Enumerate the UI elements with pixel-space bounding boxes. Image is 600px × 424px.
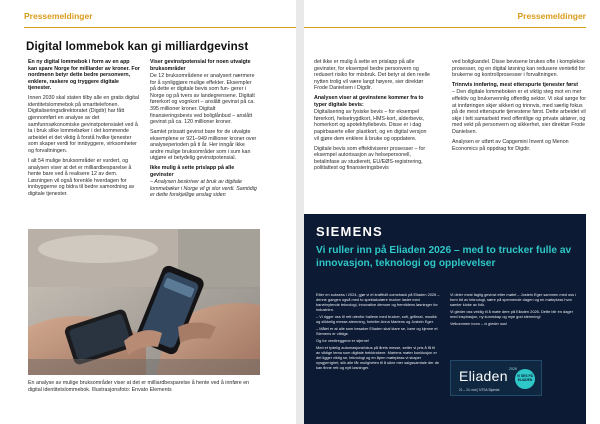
ad-paragraph: – Målet er at alle som besøker Eliaden skal klare se, høre og kjenne et Siemens er viktige.: [316, 325, 438, 336]
siemens-advertisement: [304, 214, 586, 424]
article-paragraph: det ikke er mulig å sette en prislapp på alle gevinster, for eksempel bedre personvern og redusert risiko for misbruk. Det betyr at den reelle nytten trolig vil være langt høyere, sier direktør Frode Danielsen i Digdir.: [314, 59, 430, 92]
section-label: Pressemeldinger: [517, 11, 586, 21]
article-paragraph: Digitale bevis som effektiviserer prosesser – for eksempel autorisasjon av helsepersonell, betalinfase av studierett, EU/EØS-registrering, politiattest og finansieringsbevis: [314, 145, 426, 172]
article-lead: En ny digital lommebok i form av en app kan spare Norge for milliarder av kroner. For nordmenn betyr dette bedre personvern, enklere, raskere og tryggere digitale tjenester.: [28, 59, 140, 92]
article-paragraph: – Den digitale lommeboken er et viktig steg mot en mer effektiv og brukervennlig offentlig sektor. Vi skal sørge for at innføringen skjer sikkert og trinnvis, med særlig fokus på de mest etterspurte tjenestene først. Dette arbeidet vil skje i tett samarbeid med offentlige og private aktører, og med vekt på personvern og sikkerhet, sier direktør Frode Danielsen.: [452, 89, 586, 136]
article-column-1: [28, 59, 140, 201]
article-paragraph: Digitalisering av fysiske bevis – for eksempel førerkort, helsetrygdkort, HMS-kort, alderbevis, homerkort og apotekhyllebevis. Disse er i dag papirbaserte eller plastkort, og en digital versjon vil gjøre dem enklere å bruke og oppdatere.: [314, 109, 427, 142]
eliaden-badge: [450, 360, 542, 396]
ad-paragraph: Velkommen inom – vi gleder oss!: [450, 320, 508, 326]
subheading: Analysen viser at gevinstene kommer fra to typer digitale bevis:: [314, 95, 424, 108]
ad-paragraph: Vi deler mest faglig gevinst etter møtet – Jostein Eger sammen med oss i form tid av teknologi, sære på spennende dagen og en møteplass hvor samler kloke av folk.: [450, 292, 576, 307]
section-divider: [304, 27, 586, 28]
eliaden-date: 21 – 24. mai | NTSA Stjørdal: [459, 388, 500, 392]
article-column-4: [452, 59, 586, 155]
ad-column-left: [316, 293, 440, 373]
phone-hands-illustration: [28, 229, 260, 375]
article-paragraph: De 12 bruksområdene er analysert nærmere for å synliggjøre mulige effekter. Eksempler på dette er digitale bevis som fun- gerer i Norge og på tvers av landegrensene. Digitalt førerkort og vognkort – anslått gevinst på ca. 395 millioner kroner. Digitalt finansieringsbevis ved boliglånbud – anslått gevinst på ca. 120 millioner kroner.: [150, 72, 255, 126]
article-headline: Digital lommebok kan gi milliardgevinst: [26, 40, 249, 53]
article-paragraph: Innen 2030 skal staten tilby alle en gratis digital identitetslommebok på smarttelefonen. Digitaliseringsdirektoratet (Digdir) har fått gjennomført en analyse av det samfunnsøkonomiske gevinstpotensialet ved å ta i bruk slike lommebøker i det kommende arbeidet et det viktig å forstå hvilke tjenester som skaper verdi for innbyggere, virksomheter og forvaltningen.: [28, 95, 140, 155]
ad-paragraph: Etter en suksess i 2024, gjør vi et kraftfullt comeback på Eliaden 2026 – denne gangen også med to spektakulære trucker lastet med banebrytende teknologi, innovative demoer og fremtidens løsninger for industrien.: [316, 292, 440, 312]
eliaden-cta-text: VI SES PÅ ELIADEN: [516, 374, 534, 382]
section-label: Pressemeldinger: [24, 11, 93, 21]
article-column-2: [150, 59, 258, 202]
photo-caption: [28, 380, 260, 393]
article-paragraph: ved boligkandel. Disse bevisene brukes ofte i komplekse prosesser, og en digital løsning kan redusere ventetid for brukerne og kontrollprosesser i forvaltningen.: [452, 59, 586, 79]
article-paragraph: Analysen er utført av Capgemini Invent og Menon Economics på oppdrag for Digdir.: [452, 138, 569, 152]
article-column-3: [314, 59, 432, 175]
eliaden-year: 2026: [509, 367, 517, 371]
article-paragraph: I alt 54 mulige bruksområder er vurdert, og analysen viser at det er milliardbesparelse å hente bare ved å realisere 12 av dem. Løsningen vil også forenkle hverdagen for innbyggerne og bidra til bedre samordning av digitale tjenester.: [28, 157, 135, 197]
article-photo: [28, 229, 260, 375]
left-page: [0, 0, 296, 424]
ad-paragraph: Med et tydelig automasjonsfokus på årets messe, setter vi pris å få til av viktige tema som digitale trekktrakere. Martens møter konklusjon er det ligger viktig se, teknologi og en åpen møteplass vi skaper nysgjerrighet, slik alle får muligheten til å sikre mer salgssamtale der de kan finne rett og nytt løsninger.: [316, 344, 440, 370]
subheading: Trinnvis innføring, mest etterspurte tjenester først: [452, 82, 578, 89]
ad-column-right: [450, 293, 576, 329]
ad-paragraph: Og for verdireggene er stjerne!: [316, 337, 369, 343]
caption-text: En analyse av mulige bruksområder viser at det er milliardbesparelse å hente ved å innføre en digital identitetslommebok. Illustrasjonsfoto: Envato Elements: [28, 380, 250, 393]
article-paragraph: Samlet prissatt gevinst bare for de utvalgte eksemplene er 921–949 millioner kroner over analyseperioden på ti år. Her inngår ikke andre mulige bruksområder som i sum kan utgjøre et betydelig gevinstpotensial.: [150, 129, 257, 162]
ad-headline: Vi ruller inn på Eliaden 2026 – med to trucker fulle av innovasjon, teknologi og opplevelser: [316, 245, 572, 269]
siemens-logo: SIEMENS: [316, 224, 383, 239]
ad-paragraph: – Vi rigger oss til rett utenfor hallene med trucker, sofi, grillmat, musikk og slikkelig messe-stemning, forteller Anna Martens og Jostein Eger.: [316, 313, 437, 324]
eliaden-logo: Eliaden: [459, 368, 508, 384]
subheading: Viser gevinstpotensial for noen utvalgte bruksområder: [150, 59, 251, 72]
right-page: [304, 0, 600, 424]
section-divider: [24, 27, 296, 28]
ad-paragraph: Vi gleder oss veldig til å møte dere på Eliaden 2026. Dette blir en dager med inspirasjon, ny kunnskap og mye god stemning!: [450, 308, 573, 319]
article-paragraph: – Analysen beskriver at bruk av digitale lommebøker i Norge vil gi stor verdi. Samtidig er dette forskjellige anslag siden: [150, 179, 257, 199]
subheading: Ikke mulig å sette prislapp på alle gevinster: [150, 165, 235, 178]
eliaden-cta-badge: [515, 369, 535, 389]
